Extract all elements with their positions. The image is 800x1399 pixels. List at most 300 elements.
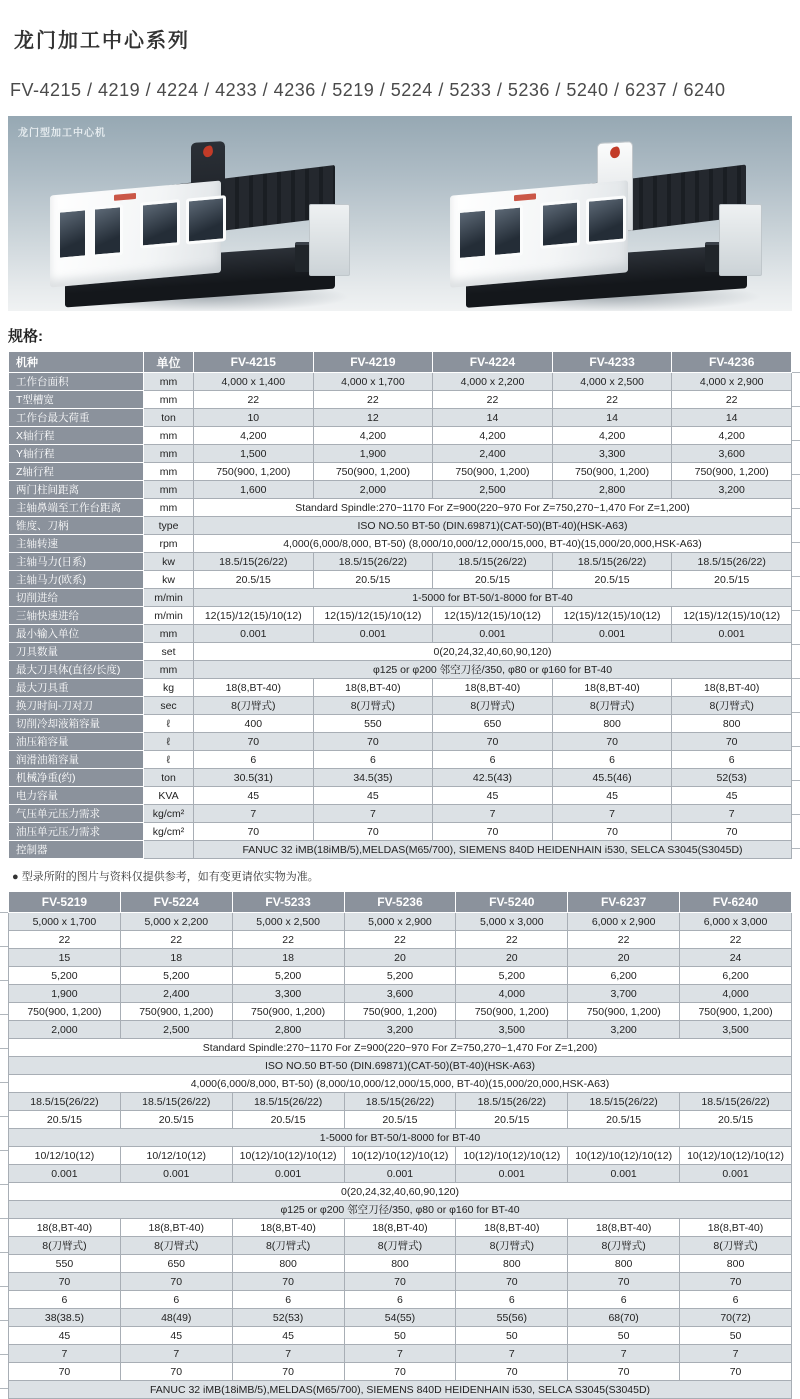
spec-value: 18.5/15(26/22) xyxy=(456,1093,568,1111)
spec-row xyxy=(9,499,792,517)
spec-value: 8(刀臂式) xyxy=(194,697,314,715)
spec-value: 7 xyxy=(672,805,792,823)
spec-value: 0.001 xyxy=(194,625,314,643)
row-unit: mm xyxy=(144,661,194,679)
spec-row xyxy=(9,1381,792,1399)
spec-value: 20.5/15 xyxy=(344,1111,456,1129)
spec-value: 3,500 xyxy=(456,1021,568,1039)
spec-value-span: φ125 or φ200 邻空刀径/350, φ80 or φ160 for BT-40 xyxy=(194,661,792,679)
spec-row xyxy=(9,1003,792,1021)
spec-value: 4,200 xyxy=(194,427,314,445)
spec-value: 5,000 x 3,000 xyxy=(456,913,568,931)
row-unit: KVA xyxy=(144,787,194,805)
spec-value: 3,200 xyxy=(672,481,792,499)
row-label: X轴行程 xyxy=(9,427,144,445)
spec-value: 8(刀臂式) xyxy=(552,697,672,715)
spec-value: 70 xyxy=(552,823,672,841)
column-header: FV-5224 xyxy=(120,892,232,913)
row-unit: kw xyxy=(144,553,194,571)
column-header: FV-5240 xyxy=(456,892,568,913)
spec-value: 70 xyxy=(194,733,314,751)
spec-value: 3,700 xyxy=(568,985,680,1003)
spec-value: 18(8,BT-40) xyxy=(313,679,433,697)
spec-value: 45 xyxy=(552,787,672,805)
spec-value: 800 xyxy=(680,1255,792,1273)
row-unit: sec xyxy=(144,697,194,715)
spec-value: 20.5/15 xyxy=(456,1111,568,1129)
spec-value: 4,000 x 2,500 xyxy=(552,373,672,391)
spec-row xyxy=(9,589,792,607)
spec-row xyxy=(9,661,792,679)
spec-value: 4,200 xyxy=(552,427,672,445)
spec-value: 45 xyxy=(120,1327,232,1345)
row-label: 主轴马力(欧系) xyxy=(9,571,144,589)
row-unit: kw xyxy=(144,571,194,589)
spec-value: 7 xyxy=(120,1345,232,1363)
column-header: 机种 xyxy=(9,352,144,373)
spec-value: 45 xyxy=(194,787,314,805)
spec-value: 18(8,BT-40) xyxy=(433,679,553,697)
column-header: FV-4224 xyxy=(433,352,553,373)
spec-value: 7 xyxy=(9,1345,121,1363)
spec-row xyxy=(9,913,792,931)
spec-value: 8(刀臂式) xyxy=(456,1237,568,1255)
spec-value: 7 xyxy=(344,1345,456,1363)
spec-value: 6 xyxy=(194,751,314,769)
spec-table-fv5219-fv6240 xyxy=(8,891,792,1399)
spec-value: 400 xyxy=(194,715,314,733)
spec-value: 3,300 xyxy=(552,445,672,463)
spec-value: 4,000 xyxy=(456,985,568,1003)
spec-value: 45.5(46) xyxy=(552,769,672,787)
spec-value: 0.001 xyxy=(433,625,553,643)
spec-row xyxy=(9,1309,792,1327)
spec-value: 22 xyxy=(344,931,456,949)
column-header: FV-4219 xyxy=(313,352,433,373)
spec-value: 18.5/15(26/22) xyxy=(120,1093,232,1111)
spec-value: 12 xyxy=(313,409,433,427)
spec-value: 18(8,BT-40) xyxy=(568,1219,680,1237)
spec-value: 8(刀臂式) xyxy=(568,1237,680,1255)
spec-value-span: Standard Spindle:270~1170 For Z=900(220~970 For Z=750,270~1,470 For Z=1,200) xyxy=(9,1039,792,1057)
spec-row xyxy=(9,769,792,787)
spec-row xyxy=(9,391,792,409)
disclaimer-note: ● 型录所附的图片与资料仅提供参考，如有变更请依实物为准。 xyxy=(12,871,319,883)
row-label: 切削冷却液箱容量 xyxy=(9,715,144,733)
column-header: FV-5236 xyxy=(344,892,456,913)
row-label: 油压箱容量 xyxy=(9,733,144,751)
spec-value: 5,000 x 2,900 xyxy=(344,913,456,931)
spec-value: 800 xyxy=(456,1255,568,1273)
spec-value-span: 0(20,24,32,40,60,90,120) xyxy=(194,643,792,661)
spec-value: 10(12)/10(12)/10(12) xyxy=(456,1147,568,1165)
spec-value-span: FANUC 32 iMB(18iMB/5),MELDAS(M65/700), SIEMENS 840D HEIDENHAIN i530, SELCA S3045(S3045D) xyxy=(194,841,792,859)
spec-value: 70 xyxy=(9,1363,121,1381)
row-unit: mm xyxy=(144,427,194,445)
spec-value: 4,000 x 1,400 xyxy=(194,373,314,391)
spec-value: 18(8,BT-40) xyxy=(9,1219,121,1237)
row-unit: mm xyxy=(144,391,194,409)
spec-value: 6,200 xyxy=(680,967,792,985)
spec-value: 0.001 xyxy=(680,1165,792,1183)
row-unit: ton xyxy=(144,409,194,427)
spec-value: 800 xyxy=(672,715,792,733)
spec-value: 750(900, 1,200) xyxy=(9,1003,121,1021)
spec-value: 800 xyxy=(232,1255,344,1273)
spec-value: 4,200 xyxy=(433,427,553,445)
spec-value: 5,200 xyxy=(9,967,121,985)
spec-value: 10/12/10(12) xyxy=(9,1147,121,1165)
spec-value: 70 xyxy=(568,1363,680,1381)
spec-value: 650 xyxy=(433,715,553,733)
spec-value: 3,300 xyxy=(232,985,344,1003)
spec-value: 6 xyxy=(232,1291,344,1309)
spec-value: 6 xyxy=(552,751,672,769)
spec-value: 22 xyxy=(120,931,232,949)
spec-row xyxy=(9,481,792,499)
spec-row xyxy=(9,733,792,751)
row-label: 两门柱间距离 xyxy=(9,481,144,499)
row-unit: mm xyxy=(144,481,194,499)
spec-value: 22 xyxy=(680,931,792,949)
spec-value: 30.5(31) xyxy=(194,769,314,787)
spec-value: 12(15)/12(15)/10(12) xyxy=(552,607,672,625)
spec-value: 2,400 xyxy=(120,985,232,1003)
brand-flame-icon xyxy=(609,146,621,159)
spec-value: 38(38.5) xyxy=(9,1309,121,1327)
spec-table-2-wrap xyxy=(8,891,792,1399)
spec-value: 50 xyxy=(568,1327,680,1345)
row-label: 机械净重(约) xyxy=(9,769,144,787)
spec-value: 6 xyxy=(568,1291,680,1309)
spec-value: 18(8,BT-40) xyxy=(672,679,792,697)
spec-value: 20.5/15 xyxy=(552,571,672,589)
spec-value-span: 1-5000 for BT-50/1-8000 for BT-40 xyxy=(194,589,792,607)
spec-value: 10(12)/10(12)/10(12) xyxy=(344,1147,456,1165)
spec-value: 2,800 xyxy=(552,481,672,499)
spec-value: 70 xyxy=(568,1273,680,1291)
spec-value: 45 xyxy=(232,1327,344,1345)
spec-value: 6 xyxy=(433,751,553,769)
spec-value: 6 xyxy=(456,1291,568,1309)
spec-value: 24 xyxy=(680,949,792,967)
spec-row xyxy=(9,1039,792,1057)
spec-value: 2,400 xyxy=(433,445,553,463)
row-label: 最小输入单位 xyxy=(9,625,144,643)
spec-value: 750(900, 1,200) xyxy=(456,1003,568,1021)
spec-value: 750(900, 1,200) xyxy=(552,463,672,481)
spec-value: 70 xyxy=(344,1273,456,1291)
spec-value: 5,000 x 1,700 xyxy=(9,913,121,931)
spec-row xyxy=(9,1021,792,1039)
spec-row xyxy=(9,823,792,841)
aux-cabinet xyxy=(719,204,762,276)
spec-value: 750(900, 1,200) xyxy=(344,1003,456,1021)
spec-value: 8(刀臂式) xyxy=(120,1237,232,1255)
spec-value: 4,000 x 2,200 xyxy=(433,373,553,391)
spec-row xyxy=(9,625,792,643)
spec-value: 20 xyxy=(344,949,456,967)
row-unit xyxy=(144,841,194,859)
spec-row xyxy=(9,1129,792,1147)
spec-value: 5,200 xyxy=(344,967,456,985)
row-label: 主轴鼻端至工作台距离 xyxy=(9,499,144,517)
spec-value: 5,000 x 2,200 xyxy=(120,913,232,931)
spec-value-span: φ125 or φ200 邻空刀径/350, φ80 or φ160 for BT-40 xyxy=(9,1201,792,1219)
spec-value: 18.5/15(26/22) xyxy=(313,553,433,571)
row-label: 最大刀具体(直径/长度) xyxy=(9,661,144,679)
spec-value: 20.5/15 xyxy=(120,1111,232,1129)
spec-value: 7 xyxy=(194,805,314,823)
column-header: FV-6240 xyxy=(680,892,792,913)
spec-row xyxy=(9,1165,792,1183)
spec-value: 22 xyxy=(194,391,314,409)
aux-cabinet xyxy=(309,204,350,276)
spec-value: 18(8,BT-40) xyxy=(456,1219,568,1237)
spec-row xyxy=(9,1327,792,1345)
spec-row xyxy=(9,643,792,661)
spec-row xyxy=(9,967,792,985)
machine-window xyxy=(492,204,523,258)
spec-value: 18(8,BT-40) xyxy=(680,1219,792,1237)
spec-value: 45 xyxy=(313,787,433,805)
spec-value: 70 xyxy=(120,1273,232,1291)
spec-value: 5,000 x 2,500 xyxy=(232,913,344,931)
spec-value: 20.5/15 xyxy=(433,571,553,589)
spec-value: 45 xyxy=(672,787,792,805)
spec-value-span: 4,000(6,000/8,000, BT-50) (8,000/10,000/12,000/15,000, BT-40)(15,000/20,000,HSK-A63) xyxy=(194,535,792,553)
spec-value: 70 xyxy=(9,1273,121,1291)
spec-value: 70 xyxy=(672,823,792,841)
spec-value: 3,500 xyxy=(680,1021,792,1039)
spec-row xyxy=(9,535,792,553)
row-unit: set xyxy=(144,643,194,661)
spec-value: 2,000 xyxy=(313,481,433,499)
spec-value: 70 xyxy=(232,1363,344,1381)
spec-value: 4,000 x 1,700 xyxy=(313,373,433,391)
spec-value: 22 xyxy=(456,931,568,949)
spec-value: 10(12)/10(12)/10(12) xyxy=(680,1147,792,1165)
row-unit: mm xyxy=(144,445,194,463)
spec-value: 5,200 xyxy=(232,967,344,985)
spec-value: 70 xyxy=(433,823,553,841)
page-title: 龙门加工中心系列 xyxy=(14,30,190,52)
column-header: FV-4233 xyxy=(552,352,672,373)
spec-row xyxy=(9,1291,792,1309)
spec-value: 650 xyxy=(120,1255,232,1273)
spec-value: 18.5/15(26/22) xyxy=(344,1093,456,1111)
spec-value: 20.5/15 xyxy=(9,1111,121,1129)
spec-value: 750(900, 1,200) xyxy=(313,463,433,481)
column-header: FV-5233 xyxy=(232,892,344,913)
spec-value: 18.5/15(26/22) xyxy=(552,553,672,571)
spec-row xyxy=(9,697,792,715)
spec-value: 10/12/10(12) xyxy=(120,1147,232,1165)
spec-value: 750(900, 1,200) xyxy=(232,1003,344,1021)
spec-row xyxy=(9,553,792,571)
spec-value: 18.5/15(26/22) xyxy=(568,1093,680,1111)
spec-row xyxy=(9,1363,792,1381)
spec-value: 50 xyxy=(344,1327,456,1345)
spec-value: 18 xyxy=(120,949,232,967)
spec-row xyxy=(9,679,792,697)
spec-value-span: 1-5000 for BT-50/1-8000 for BT-40 xyxy=(9,1129,792,1147)
table-header-row xyxy=(9,352,792,373)
spec-value: 800 xyxy=(344,1255,456,1273)
spec-value: 6 xyxy=(313,751,433,769)
column-header: FV-5219 xyxy=(9,892,121,913)
spec-value: 52(53) xyxy=(672,769,792,787)
spec-value: 0.001 xyxy=(456,1165,568,1183)
machine-photo-left xyxy=(50,136,350,308)
row-label: 工作台最大荷重 xyxy=(9,409,144,427)
spec-value: 70 xyxy=(313,823,433,841)
spec-value: 750(900, 1,200) xyxy=(568,1003,680,1021)
spec-value: 0.001 xyxy=(313,625,433,643)
spec-row xyxy=(9,787,792,805)
brand-flame-icon xyxy=(202,145,214,158)
spec-row xyxy=(9,715,792,733)
row-unit: rpm xyxy=(144,535,194,553)
spec-value: 0.001 xyxy=(672,625,792,643)
spec-value: 20 xyxy=(568,949,680,967)
machine-window xyxy=(586,195,626,244)
spec-value: 6 xyxy=(680,1291,792,1309)
spec-row xyxy=(9,1201,792,1219)
spec-value: 6 xyxy=(9,1291,121,1309)
row-label: 三轴快速进给 xyxy=(9,607,144,625)
spec-value: 550 xyxy=(9,1255,121,1273)
banner-caption: 龙门型加工中心机 xyxy=(18,128,106,139)
spec-value: 68(70) xyxy=(568,1309,680,1327)
row-label: 换刀时间-刀对刀 xyxy=(9,697,144,715)
spec-row xyxy=(9,1219,792,1237)
spec-row xyxy=(9,985,792,1003)
spec-value-span: 4,000(6,000/8,000, BT-50) (8,000/10,000/12,000/15,000, BT-40)(15,000/20,000,HSK-A63) xyxy=(9,1075,792,1093)
spec-row xyxy=(9,805,792,823)
spec-value: 52(53) xyxy=(232,1309,344,1327)
column-header: FV-4236 xyxy=(672,352,792,373)
spec-row xyxy=(9,409,792,427)
table-header-row xyxy=(9,892,792,913)
spec-row xyxy=(9,751,792,769)
spec-value: 750(900, 1,200) xyxy=(194,463,314,481)
spec-value: 750(900, 1,200) xyxy=(672,463,792,481)
spec-value: 12(15)/12(15)/10(12) xyxy=(433,607,553,625)
spec-value: 0.001 xyxy=(9,1165,121,1183)
spec-value: 6 xyxy=(120,1291,232,1309)
machine-window xyxy=(140,199,180,248)
spec-value: 18 xyxy=(232,949,344,967)
spec-value: 3,600 xyxy=(344,985,456,1003)
spec-value: 20.5/15 xyxy=(680,1111,792,1129)
machine-enclosure xyxy=(450,180,628,288)
spec-value: 6,200 xyxy=(568,967,680,985)
row-unit: ℓ xyxy=(144,751,194,769)
machine-window xyxy=(92,204,123,258)
spec-value: 4,200 xyxy=(313,427,433,445)
row-label: Z轴行程 xyxy=(9,463,144,481)
spec-value: 42.5(43) xyxy=(433,769,553,787)
row-unit: ton xyxy=(144,769,194,787)
spec-value: 20.5/15 xyxy=(568,1111,680,1129)
spec-value-span: ISO NO.50 BT-50 (DIN.69871)(CAT-50)(BT-40)(HSK-A63) xyxy=(194,517,792,535)
spec-value: 2,000 xyxy=(9,1021,121,1039)
column-header: FV-6237 xyxy=(568,892,680,913)
spec-value: 70 xyxy=(344,1363,456,1381)
spec-value: 18(8,BT-40) xyxy=(344,1219,456,1237)
spec-value: 22 xyxy=(9,931,121,949)
spec-value: 7 xyxy=(680,1345,792,1363)
row-unit: mm xyxy=(144,373,194,391)
spec-value: 1,500 xyxy=(194,445,314,463)
spec-value: 10 xyxy=(194,409,314,427)
row-unit: kg/cm² xyxy=(144,823,194,841)
spec-value: 18.5/15(26/22) xyxy=(9,1093,121,1111)
spec-value: 22 xyxy=(552,391,672,409)
spec-row xyxy=(9,463,792,481)
spec-row xyxy=(9,1345,792,1363)
row-label: 切削进给 xyxy=(9,589,144,607)
spec-table-fv4215-fv4236 xyxy=(8,351,792,859)
row-unit: type xyxy=(144,517,194,535)
spec-value: 70 xyxy=(672,733,792,751)
model-list: FV-4215 / 4219 / 4224 / 4233 / 4236 / 5219 / 5224 / 5233 / 5236 / 5240 / 6237 / 6240 xyxy=(10,80,726,100)
row-label: Y轴行程 xyxy=(9,445,144,463)
brand-label xyxy=(514,193,536,201)
brand-label xyxy=(114,193,136,201)
spec-value: 18(8,BT-40) xyxy=(232,1219,344,1237)
spec-value: 800 xyxy=(568,1255,680,1273)
spec-value: 50 xyxy=(456,1327,568,1345)
spec-value: 8(刀臂式) xyxy=(313,697,433,715)
spec-value: 0.001 xyxy=(120,1165,232,1183)
spec-value: 18.5/15(26/22) xyxy=(194,553,314,571)
spec-value: 18.5/15(26/22) xyxy=(672,553,792,571)
spec-row xyxy=(9,607,792,625)
spec-value: 14 xyxy=(672,409,792,427)
spec-row xyxy=(9,1273,792,1291)
spec-value: 22 xyxy=(672,391,792,409)
machine-window xyxy=(186,195,226,244)
spec-value: 7 xyxy=(568,1345,680,1363)
spec-value: 70 xyxy=(120,1363,232,1381)
product-banner xyxy=(8,116,792,311)
spec-value: 0.001 xyxy=(232,1165,344,1183)
row-unit: kg/cm² xyxy=(144,805,194,823)
row-label: 锥度、刀柄 xyxy=(9,517,144,535)
spec-value: 20 xyxy=(456,949,568,967)
spec-value: 800 xyxy=(552,715,672,733)
row-label: 气压单元压力需求 xyxy=(9,805,144,823)
spec-value: 70 xyxy=(680,1273,792,1291)
machine-photo-right xyxy=(450,136,762,308)
spec-value: 18.5/15(26/22) xyxy=(433,553,553,571)
spec-value: 70 xyxy=(552,733,672,751)
spec-row xyxy=(9,1147,792,1165)
machine-window xyxy=(540,199,580,248)
spec-value: 7 xyxy=(456,1345,568,1363)
spec-value: 750(900, 1,200) xyxy=(120,1003,232,1021)
spec-value: 45 xyxy=(9,1327,121,1345)
spec-value: 0.001 xyxy=(568,1165,680,1183)
spec-value: 22 xyxy=(568,931,680,949)
row-label: 电力容量 xyxy=(9,787,144,805)
spec-value: 70 xyxy=(680,1363,792,1381)
spec-row xyxy=(9,1237,792,1255)
spec-value: 12(15)/12(15)/10(12) xyxy=(672,607,792,625)
spec-value: 7 xyxy=(313,805,433,823)
